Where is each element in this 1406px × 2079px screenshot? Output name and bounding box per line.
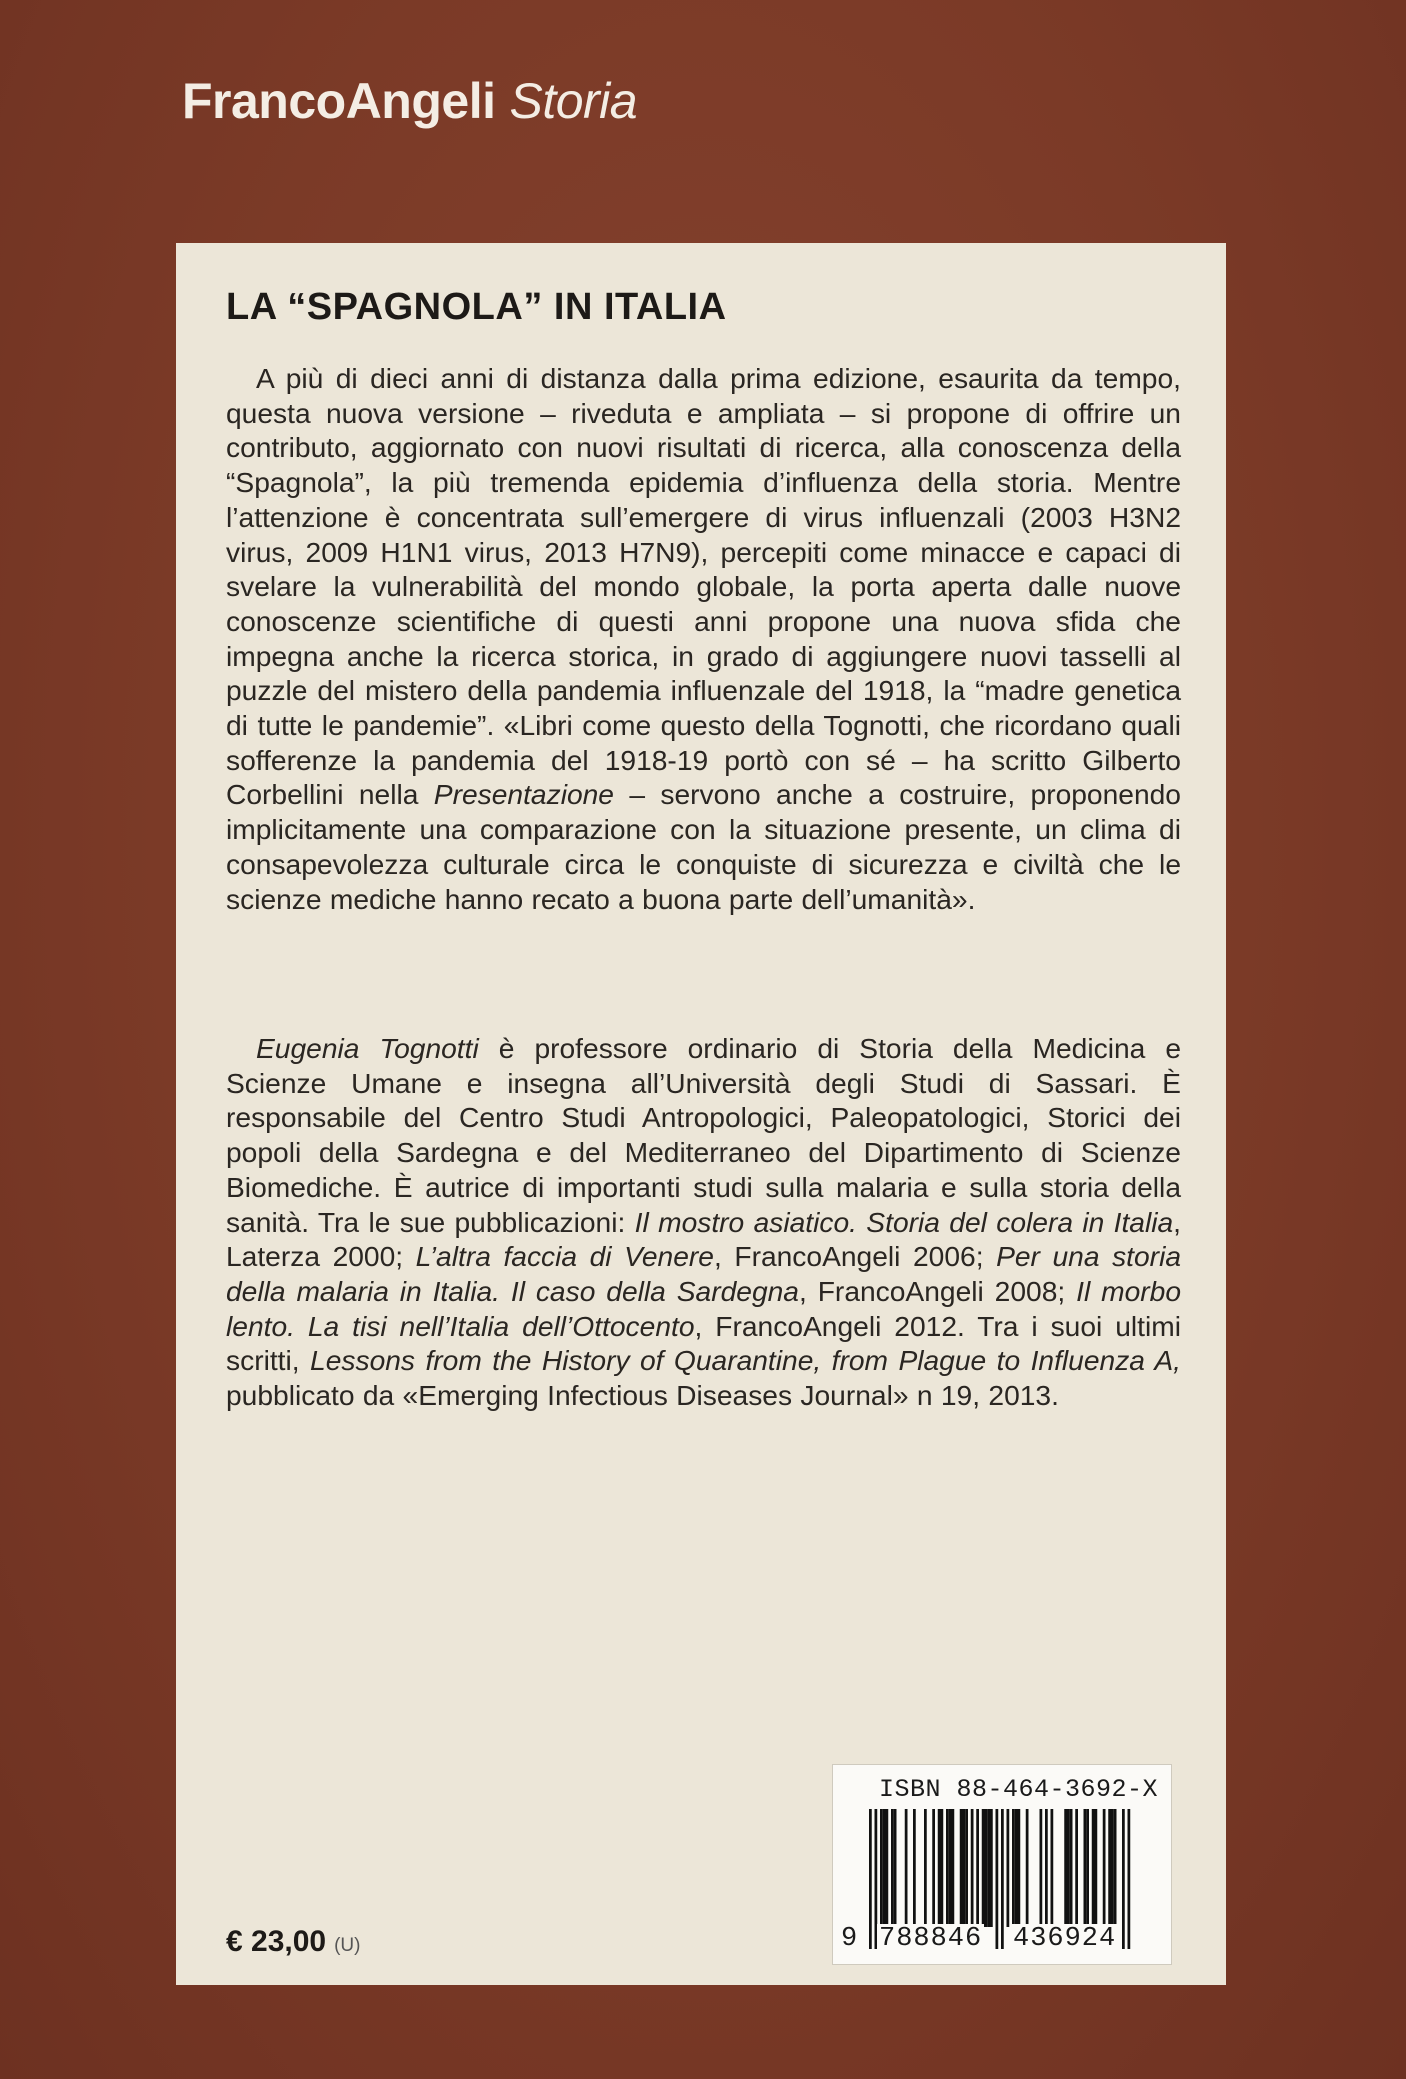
barcode-bar xyxy=(946,1809,949,1927)
price-code: (U) xyxy=(334,1935,361,1956)
barcode-bar xyxy=(1040,1809,1043,1927)
author_bio-run: Eugenia Tognotti xyxy=(256,1032,479,1064)
series-name: Storia xyxy=(509,73,638,129)
barcode-bar xyxy=(1018,1809,1021,1927)
author_bio-run: , Laterza 2000; xyxy=(226,1205,1182,1273)
barcode-bar xyxy=(1051,1809,1054,1927)
barcode-bar xyxy=(886,1809,889,1927)
barcode-bar xyxy=(913,1809,916,1927)
publisher-name: FrancoAngeli xyxy=(182,73,496,129)
text-panel xyxy=(176,243,1226,1985)
barcode-bar xyxy=(880,1809,883,1927)
barcode-bar xyxy=(1111,1809,1114,1927)
barcode-bar xyxy=(965,1809,968,1927)
barcode-bar xyxy=(1084,1809,1087,1927)
barcode-bar xyxy=(1114,1809,1117,1927)
author-bio-paragraph xyxy=(226,1031,1181,1413)
price-value: € 23,00 xyxy=(226,1925,327,1958)
barcode-bar xyxy=(982,1809,985,1927)
barcode-bar xyxy=(891,1809,894,1927)
barcode-bar xyxy=(1075,1809,1078,1927)
description-run: Presentazione xyxy=(433,778,614,811)
barcode-bar xyxy=(932,1809,935,1927)
author_bio-run: Lessons from the History of Quarantine, from Plague to Influenza A, xyxy=(310,1344,1181,1377)
author_bio-run: Il morbo lento. La tisi nell’Italia dell’Ottocento xyxy=(226,1274,1182,1342)
barcode-bar xyxy=(1128,1809,1131,1949)
author_bio-run: pubblicato da «Emerging Infectious Diseases Journal» n 19, 2013. xyxy=(226,1379,1059,1412)
book-title: LA “SPAGNOLA” IN ITALIA xyxy=(226,286,727,328)
barcode-bar xyxy=(1070,1809,1073,1927)
barcode-bar xyxy=(987,1809,990,1927)
publisher-logo xyxy=(182,72,637,130)
author_bio-run: Per una storia della malaria in Italia. Il caso della Sardegna xyxy=(226,1240,1182,1307)
barcode-bar xyxy=(905,1809,908,1927)
barcode-bar xyxy=(976,1809,979,1927)
ean-first-digit: 9 xyxy=(841,1924,857,1958)
author_bio-run: Il mostro asiatico. Storia del colera in Italia xyxy=(634,1205,1174,1238)
barcode-bar xyxy=(1045,1809,1048,1927)
barcode-bar xyxy=(938,1809,941,1927)
author_bio-run: , FrancoAngeli 2008; xyxy=(798,1274,1077,1307)
barcode-bar xyxy=(1092,1809,1095,1927)
barcode-bar xyxy=(963,1809,966,1927)
author_bio-run: , FrancoAngeli 2012. Tra i suoi ultimi scritti, xyxy=(226,1309,1182,1377)
barcode-bar xyxy=(883,1809,886,1927)
barcode-bar xyxy=(1086,1809,1089,1927)
author_bio-run: , FrancoAngeli 2006; xyxy=(713,1240,997,1273)
barcode-bar xyxy=(924,1809,927,1927)
ean-right-digits: 436924 xyxy=(1011,1924,1118,1958)
description-run: A più di dieci anni di distanza dalla prima edizione, esaurita da tempo, questa nuova versione – riveduta e ampliata – si propone di offrire un contributo, aggiornato con nuovi risultati di ricerca, alla conoscenza della “Spagnola”, la più tremenda epidemia d’influenza della storia. Mentre l’attenzione è concentrata sull’emergere di virus influenzali (2003 H3N2 virus, 2009 H1N1 virus, 2013 H7N9), percepiti come minacce e capaci di svelare la vulnerabilità del mondo globale, la porta aperta dalle nuove conoscenze scientifiche di questi anni propone una nuova sfida che impegna anche la ricerca storica, in grado di aggiungere nuovi tasselli al puzzle del mistero della pandemia influenzale del 1918, la “madre genetica di tutte le pandemie”. «Libri come questo della Tognotti, che ricordano quali sofferenze la pandemia del 1918-19 portò con sé – ha scritto Gilberto Corbellini nella xyxy=(226,362,1181,811)
barcode-bar xyxy=(869,1809,872,1949)
barcode-bar xyxy=(941,1809,944,1927)
barcode-bar xyxy=(1001,1809,1004,1949)
description-run: – servono anche a costruire, proponendo implicitamente una comparazione con la situazione presente, un clima di consapevolezza culturale circa le conquiste di sicurezza e civiltà che le scienze mediche hanno recato a buona parte dell’umanità». xyxy=(226,778,1181,915)
barcode-bar xyxy=(996,1809,999,1949)
barcode-bar xyxy=(960,1809,963,1927)
barcode-bar xyxy=(952,1809,955,1927)
barcode-bar xyxy=(985,1809,988,1927)
isbn-text: ISBN 88-464-3692-X xyxy=(879,1775,1159,1804)
barcode-bar xyxy=(1064,1809,1067,1927)
ean-left-digits: 788846 xyxy=(877,1924,984,1958)
barcode-bar xyxy=(1122,1809,1125,1949)
barcode-bar xyxy=(1015,1809,1018,1927)
barcode-bar xyxy=(990,1809,993,1927)
barcode-bar xyxy=(894,1809,897,1927)
description-paragraph xyxy=(226,361,1181,916)
barcode-bar xyxy=(971,1809,974,1927)
barcode-bar xyxy=(1026,1809,1029,1927)
barcode-bar xyxy=(1095,1809,1098,1927)
barcode-bar xyxy=(1108,1809,1111,1927)
barcode-label xyxy=(832,1764,1172,1965)
barcode-bar xyxy=(1012,1809,1015,1927)
barcode-bar xyxy=(949,1809,952,1927)
barcode-bar xyxy=(1067,1809,1070,1927)
barcode-bar xyxy=(1007,1809,1010,1927)
price xyxy=(226,1925,360,1959)
author_bio-run: L’altra faccia di Venere xyxy=(415,1240,714,1273)
barcode-bar xyxy=(1103,1809,1106,1927)
author_bio-run: è professore ordinario di Storia della Medicina e Scienze Umane e insegna all’Università degli Studi di Sassari. È responsabile del Centro Studi Antropologici, Paleopatologici, Storici dei popoli della Sardegna e del Mediterraneo del Dipartimento di Scienze Biomediche. È autrice di importanti studi sulla malaria e sulla storia della sanità. Tra le sue pubblicazioni: xyxy=(226,1032,1181,1238)
